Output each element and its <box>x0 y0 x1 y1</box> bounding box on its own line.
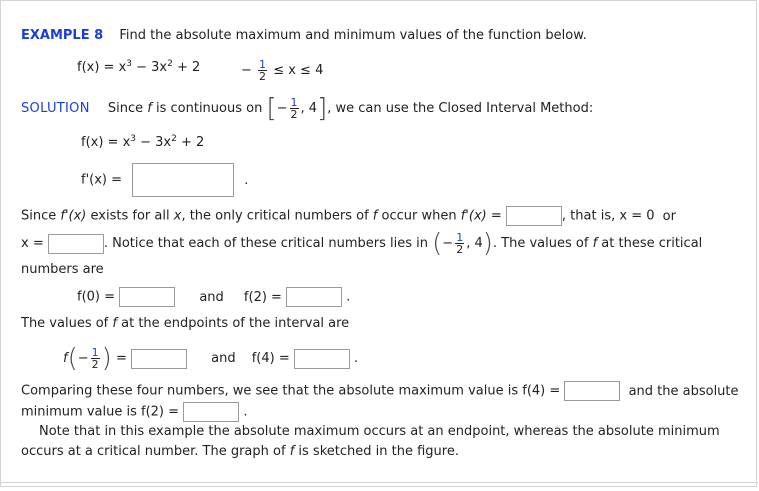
critical-line-1: Since f'(x) exists for all x, the only critical numbers of f occur when f'(x) = , that is, x = 0 or <box>21 206 676 226</box>
max-value-input[interactable] <box>564 381 620 401</box>
f2-input[interactable] <box>286 287 342 307</box>
note-line-2: occurs at a critical number. The graph of f is sketched in the figure. <box>21 444 459 459</box>
min-value-input[interactable] <box>183 402 239 422</box>
bottom-divider <box>1 482 758 483</box>
f4-input[interactable] <box>294 349 350 369</box>
critical-line-2: x = . Notice that each of these critical numbers lies in (− $\frac{1}{2}$ , 4). The values of f at these critical <box>21 228 703 259</box>
example-prompt: Find the absolute maximum and minimum values of the function below. <box>119 28 587 43</box>
derivative-line: f'(x) = . <box>81 163 248 197</box>
compare-line-2: minimum value is f(2) = . <box>21 402 247 422</box>
numbers-are-text: numbers are <box>21 262 104 277</box>
derivative-input[interactable] <box>132 163 234 197</box>
compare-line-1: Comparing these four numbers, we see that the absolute maximum value is f(4) = and the absolute <box>21 381 739 401</box>
note-line-1: Note that in this example the absolute maximum occurs at an endpoint, whereas the absolute minimum <box>39 424 720 439</box>
fraction-half: $\frac{1}{2}$ <box>259 58 267 83</box>
f-neg-half-input[interactable] <box>131 349 187 369</box>
values-line: f(0) = and f(2) = . <box>77 287 350 307</box>
solution-label: SOLUTION <box>21 101 90 116</box>
f0-input[interactable] <box>119 287 175 307</box>
critical-condition-input[interactable] <box>506 206 562 226</box>
interval-definition: − $\frac{1}{2}$ ≤ x ≤ 4 <box>241 58 324 83</box>
example-header <box>21 27 587 45</box>
endpoints-text: The values of f at the endpoints of the interval are <box>21 316 350 331</box>
solution-line: SOLUTION Since f is continuous on [− $\frac{1}{2}$ , 4], we can use the Closed Interval Method: <box>21 93 594 124</box>
function-repeat: $f(x) = x^3 - 3x^2 + 2$ <box>81 134 205 150</box>
example-label: EXAMPLE 8 <box>21 28 104 43</box>
endpoint-values-line: f(− $\frac{1}{2}$ ) = and f(4) = . <box>63 343 359 374</box>
function-definition: $f(x) = x^3 - 3x^2 + 2$ <box>77 59 201 75</box>
critical-number-input[interactable] <box>48 234 104 254</box>
